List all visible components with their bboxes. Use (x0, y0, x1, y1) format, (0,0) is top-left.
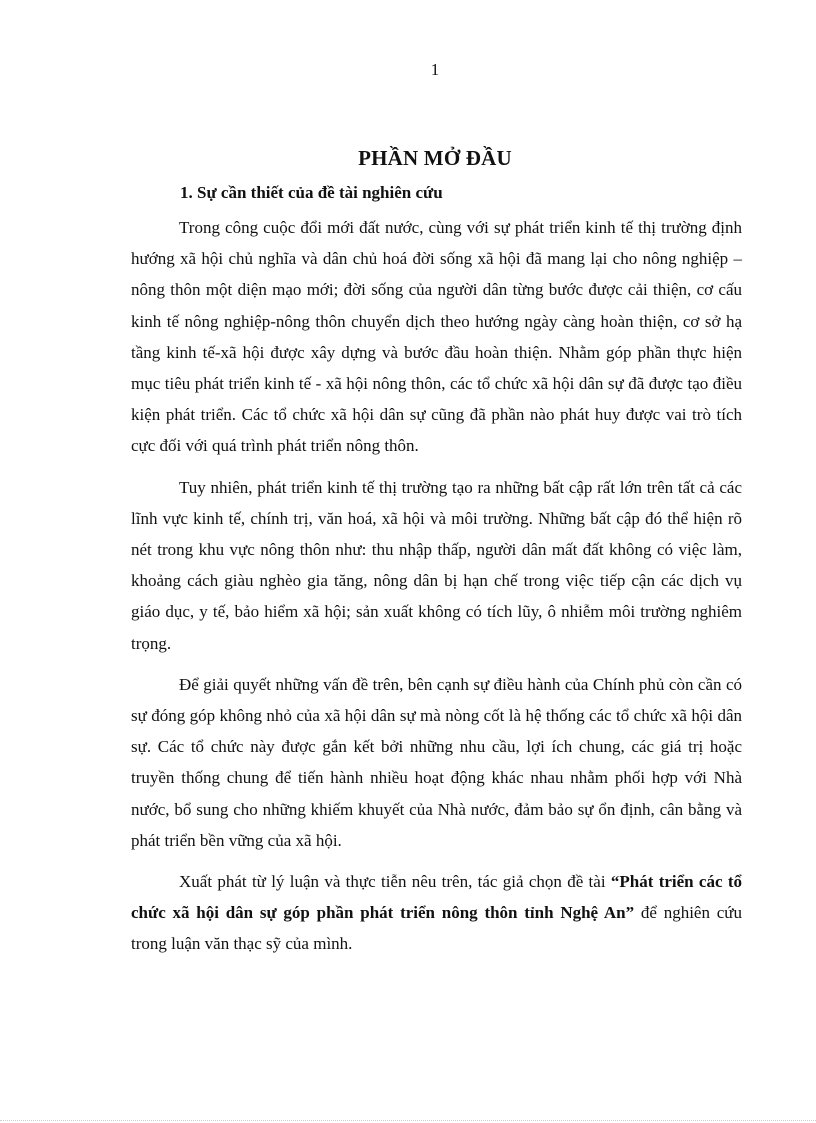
thesis-topic-title: “Phát triển các tổ chức xã hội dân sự góp phần phát triển nông thôn tỉnh Nghệ An” (131, 872, 742, 923)
paragraph-3: Để giải quyết những vấn đề trên, bên cạnh sự điều hành của Chính phủ còn cần có sự đóng góp không nhỏ của xã hội dân sự mà nòng cốt là hệ thống các tổ chức xã hội dân sự. Các tổ chức này được gắn kết bởi những nhu cầu, lợi ích chung, các giá trị hoặc truyền thống chung để tiến hành nhiều hoạt động khác nhau nhằm phối hợp với Nhà nước, bổ sung cho những khiếm khuyết của Nhà nước, đảm bảo sự ổn định, cân bằng và phát triển bền vững của xã hội. (131, 674, 742, 850)
paragraph-4-intro: Xuất phát từ lý luận và thực tiễn nêu trên, tác giả chọn đề tài (179, 872, 611, 892)
page-title: PHẦN MỞ ĐẦU (358, 146, 512, 170)
paragraph-4-outro: để nghiên cứu trong luận văn thạc sỹ của mình. (131, 903, 742, 954)
paragraph-2: Tuy nhiên, phát triển kinh tế thị trường tạo ra những bất cập rất lớn trên tất cả các lĩnh vực kinh tế, chính trị, văn hoá, xã hội và môi trường. Những bất cập đó thể hiện rõ nét trong khu vực nông thôn như: thu nhập thấp, người dân mất đất không có việc làm, khoảng cách giàu nghèo gia tăng, nông dân bị hạn chế trong việc tiếp cận các dịch vụ giáo dục, y tế, bảo hiểm xã hội; sản xuất không có tích lũy, ô nhiễm môi trường nghiêm trọng. (131, 477, 742, 653)
section-heading: 1. Sự cần thiết của đề tài nghiên cứu (180, 183, 443, 202)
body-text (131, 212, 742, 960)
page-number: 1 (430, 60, 440, 79)
paragraph-1: Trong công cuộc đổi mới đất nước, cùng với sự phát triển kinh tế thị trường định hướng xã hội chủ nghĩa và dân chủ hoá đời sống xã hội đã mang lại cho nông nghiệp – nông thôn một diện mạo mới; đời sống của người dân từng bước được cải thiện, cơ cấu kinh tế nông nghiệp-nông thôn chuyển dịch theo hướng ngày càng hoàn thiện, cơ sở hạ tầng kinh tế-xã hội được xây dựng và bước đầu hoàn thiện. Nhằm góp phần thực hiện mục tiêu phát triển kinh tế - xã hội nông thôn, các tổ chức xã hội dân sự đã được tạo điều kiện phát triển. Các tổ chức xã hội dân sự cũng đã phần nào phát huy được vai trò tích cực đối với quá trình phát triển nông thôn. (131, 218, 742, 456)
page-bottom-divider (0, 1120, 816, 1121)
paragraph-4 (131, 866, 742, 960)
